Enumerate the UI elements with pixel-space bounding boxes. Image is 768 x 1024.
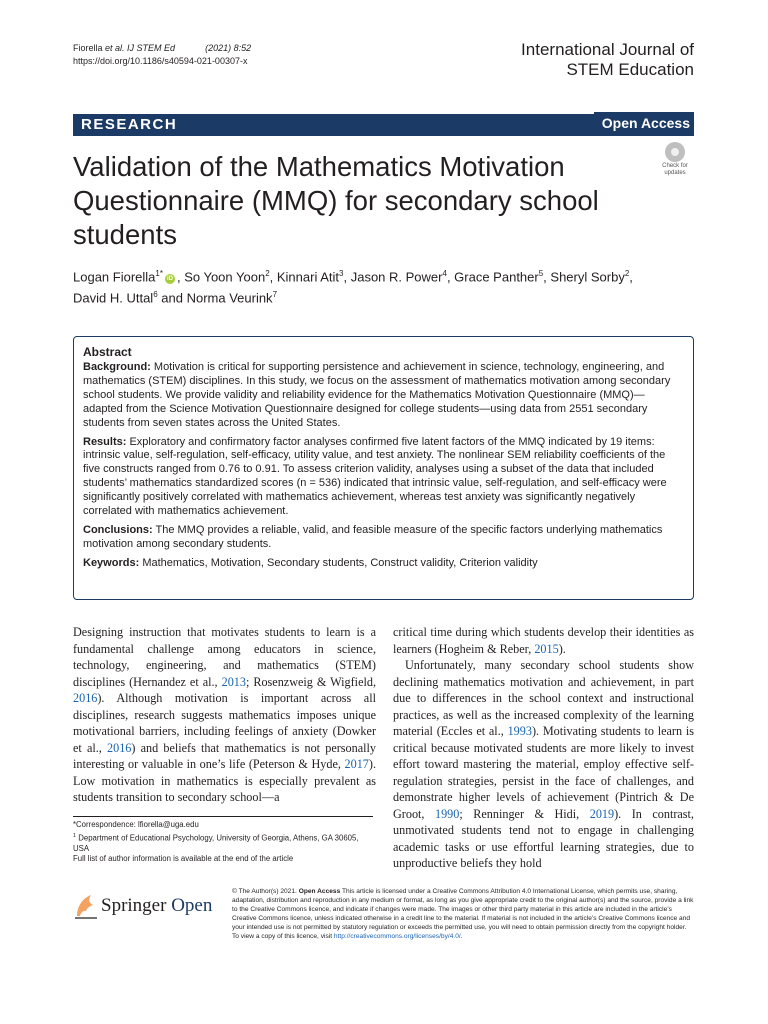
background-label: Background:: [83, 361, 151, 373]
background-text: Motivation is critical for supporting persistence and achievement in science, technology, engineering, and mathematics (STEM) disciplines. In this study, we focus on the assessment of mathematics motivation among secondary school students. We provide validity and reliability evidence for the Mathematics Motivation Questionnaire (MMQ)—adapted from the Science Motivation Questionnaire designed for college students—using data from 2551 secondary students from seven states across the United States.: [83, 361, 671, 429]
abstract-keywords: [83, 557, 683, 571]
abstract-background: [83, 361, 683, 431]
body-column-right: [393, 624, 694, 872]
results-text: Exploratory and confirmatory factor analyses confirmed five latent factors of the MMQ indicated by 19 items: intrinsic value, self-regulation, self-efficacy, utility value, and test anxiety. The nonlinear SEM reliability coefficients of the five constructs ranged from 0.76 to 0.91. To assess criterion validity, analyses using a subset of the data that included students’ mathematics standardized scores (n = 536) indicated that intrinsic value, self-regulation, and self-efficacy were significantly positively correlated with mathematics achievement, whereas test anxiety was significantly negatively correlated with mathematics achievement.: [83, 435, 667, 518]
author-name[interactable]: Jason R. Power: [350, 269, 443, 285]
body-text: ). Low motivation in mathematics is especially prevalent as students transition to secondary school—a: [73, 757, 376, 804]
license-body: This article is licensed under a Creative Commons Attribution 4.0 International License, which permits use, sharing, adaptation, distribution and reproduction in any medium or format, as long as you give appropriate credit to the original author(s) and the source, provide a link to the Creative Commons licence, and indicate if changes were made. The images or other third party material in this article are included in the article’s Creative Commons licence, unless indicated otherwise in a credit line to the material. If material is not included in the article’s Creative Commons licence and your intended use is not permitted by statutory regulation or exceeds the permitted use, you will need to obtain permission directly from the copyright holder. To view a copy of this licence, visit: [232, 888, 694, 940]
citation-link[interactable]: 2013: [221, 674, 246, 689]
citation-link[interactable]: 2016: [73, 691, 98, 705]
license-oa: Open Access: [298, 888, 341, 895]
orcid-icon[interactable]: iD: [166, 276, 173, 283]
springer-open-wordmark: [101, 895, 212, 917]
author-name[interactable]: So Yoon Yoon: [184, 269, 266, 285]
citation-line: [73, 42, 251, 55]
author-affil: 6: [153, 290, 158, 300]
abstract-heading: Abstract: [83, 345, 132, 359]
body-text: ).: [558, 641, 566, 656]
license-end: .: [460, 933, 463, 940]
open-access-badge: Open Access: [594, 112, 694, 134]
abstract-box: [73, 336, 694, 600]
journal-name: [521, 40, 694, 80]
body-text: ). Motivating students to learn is critical because motivated students are more likely to invest effort toward mastering the material, employ effective self-regulation strategies, persist in the face of challenges, and demonstrate higher levels of achievement (Pintrich & De Groot,: [393, 724, 694, 821]
abstract-results: [83, 436, 683, 519]
author-affil: 5: [538, 269, 544, 278]
author-affil: 2: [265, 269, 270, 278]
author-affil: 3: [339, 269, 344, 278]
author-list: Logan Fiorella$^{1*}$iD , So Yoon Yoon$^2$, Kinnari Atit$^3$, Jason R. Power$^4$, Grace Panther$^5$, Sheryl Sorby$^2$, David H. Uttal$^6$ and Norma Veurink$^7$: [73, 269, 633, 306]
article-title: Validation of the Mathematics Motivation Questionnaire (MMQ) for secondary school students: [73, 151, 599, 250]
body-paragraph: [393, 657, 694, 872]
section-label: RESEARCH: [81, 116, 178, 133]
author-info-note: Full list of author information is available at the end of the article: [73, 854, 294, 864]
correspondence[interactable]: *Correspondence: lfiorella@uga.edu: [73, 820, 199, 829]
check-updates-label: [656, 163, 694, 176]
author-affil: 4: [442, 269, 447, 278]
license-url[interactable]: http://creativecommons.org/licenses/by/4.0/: [333, 933, 461, 940]
author-affil: 2: [624, 269, 630, 278]
abstract-conclusions: [83, 524, 683, 552]
springer-name: Springer: [101, 895, 167, 916]
author-name[interactable]: David H. Uttal: [73, 290, 154, 306]
body-text: ) and beliefs that mathematics is not personally interesting or valuable in one’s life (Peterson & Hyde,: [73, 740, 376, 771]
citation-link[interactable]: 2016: [107, 740, 132, 755]
body-paragraph: [73, 624, 376, 806]
body-text: ). In contrast, unmotivated students tend not to engage in challenging academic tasks or use effortful learning strategies, due to unproductive beliefs they hold: [393, 806, 694, 870]
author-name[interactable]: Kinnari Atit: [276, 269, 340, 285]
citation-link[interactable]: 1990: [434, 806, 460, 821]
citation-authors: Fiorella: [73, 43, 103, 53]
citation-journal: et al. IJ STEM Ed: [105, 43, 176, 53]
body-text: ; Renninger & Hidi,: [459, 806, 590, 821]
journal-name-line1: International Journal of: [521, 40, 694, 59]
results-label: Results:: [83, 435, 127, 448]
journal-name-line2: STEM Education: [566, 60, 694, 79]
doi-link[interactable]: https://doi.org/10.1186/s40594-021-00307-x: [73, 55, 248, 66]
springer-horse-icon: [73, 892, 99, 920]
check-updates-line1: Check for: [662, 163, 688, 169]
body-text: ). Although motivation is important across all disciplines, research suggests mathematics imposes unique motivational barriers, including feelings of anxiety (Dowker et al.,: [73, 691, 376, 755]
citation-link[interactable]: 1993: [507, 724, 532, 738]
author-name[interactable]: Logan Fiorella: [73, 269, 156, 285]
keywords-text: Mathematics, Motivation, Secondary students, Construct validity, Criterion validity: [142, 556, 538, 569]
conclusions-text: The MMQ provides a reliable, valid, and feasible measure of the specific factors underlying mathematics motivation among secondary students.: [83, 523, 663, 550]
section-banner: [73, 114, 694, 136]
affiliation-text: Department of Educational Psychology, University of Georgia, Athens, GA 30605, USA: [73, 833, 359, 853]
author-name[interactable]: Grace Panther: [454, 269, 539, 285]
affiliation: [73, 831, 373, 855]
author-name[interactable]: Norma Veurink: [186, 290, 273, 306]
open-label: Open: [171, 895, 213, 916]
check-for-updates-badge[interactable]: [656, 141, 694, 179]
keywords-label: Keywords:: [83, 556, 140, 569]
citation-year: (2021) 8:52: [205, 43, 252, 53]
citation-header: [73, 42, 251, 67]
footnotes: [73, 816, 373, 865]
license-text: [232, 887, 694, 941]
conclusions-label: Conclusions:: [83, 523, 153, 536]
springer-open-logo[interactable]: [73, 892, 218, 920]
author-affil: 7: [272, 290, 278, 300]
check-updates-icon: [665, 142, 685, 162]
body-text: ; Rosenzweig & Wigfield,: [245, 674, 377, 689]
body-column-left: [73, 624, 376, 806]
body-text: Unfortunately, many secondary school students show declining mathematics motivation and achievement, in part due to differences in the school context and instructional practices, as well as the increased complexity of the learning material (Eccles et al.,: [393, 658, 694, 738]
body-paragraph: [393, 624, 694, 657]
check-updates-line2: updates: [664, 169, 686, 176]
citation-link[interactable]: 2019: [589, 806, 615, 821]
body-text: critical time during which students develop their identities as learners (Hogheim & Reber,: [393, 625, 694, 656]
affiliation-sup: 1: [73, 832, 77, 839]
citation-link[interactable]: 2015: [534, 641, 559, 656]
license-lead: © The Author(s) 2021.: [232, 888, 297, 895]
author-name[interactable]: Sheryl Sorby: [550, 269, 625, 285]
body-text: Designing instruction that motivates students to learn is a fundamental challenge among educators in science, technology, engineering, and mathematics (STEM) disciplines (Hernandez et al.,: [73, 625, 376, 689]
citation-link[interactable]: 2017: [344, 757, 369, 771]
author-affil: 1*: [155, 269, 163, 278]
